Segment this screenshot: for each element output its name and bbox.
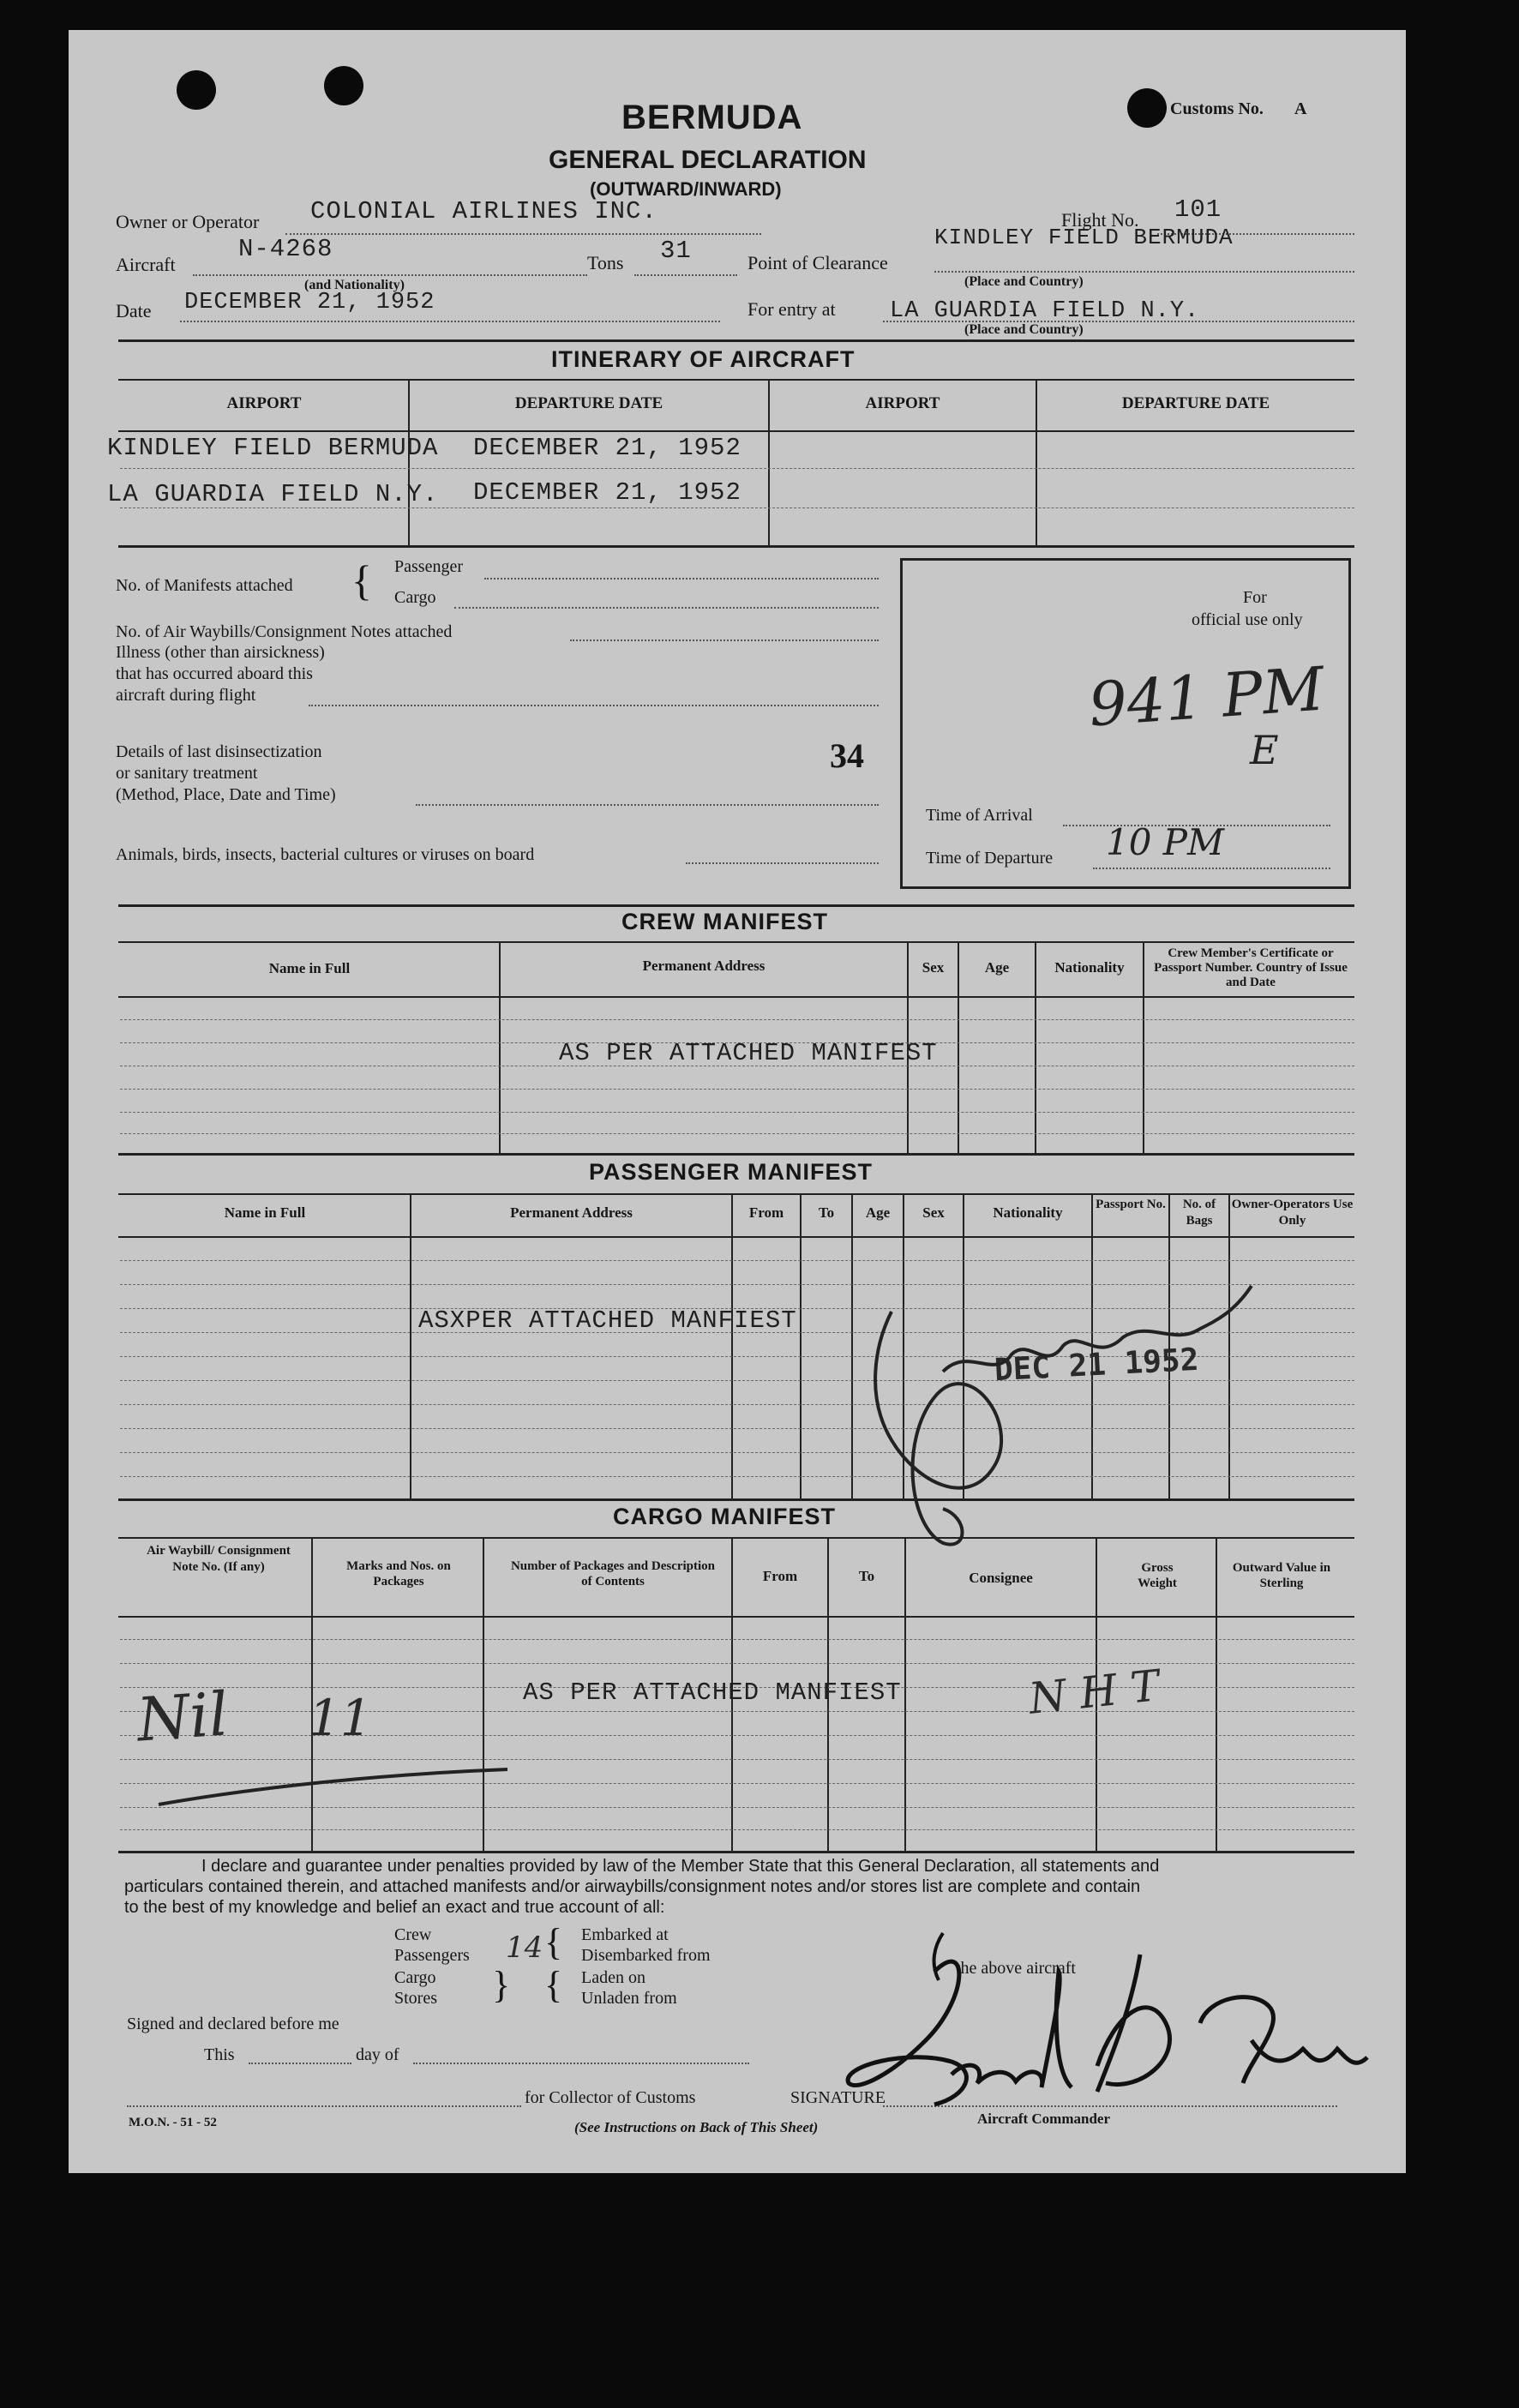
form-title: BERMUDA: [621, 99, 803, 136]
arrival-label: Time of Arrival: [926, 806, 1033, 825]
crew-entry: AS PER ATTACHED MANIFEST: [559, 1039, 938, 1067]
departure-line: [1093, 868, 1330, 869]
cargo-handwritten-nil: Nil: [135, 1678, 231, 1756]
footer-crew: Crew: [394, 1925, 432, 1944]
date-label: Date: [116, 300, 152, 321]
crew-row-line: [120, 1112, 1354, 1113]
punch-hole: [1127, 88, 1167, 128]
cargo-handwritten-consignee: N H T: [1026, 1660, 1162, 1724]
itinerary-bottom-border: [118, 545, 1354, 548]
official-label-2: official use only: [1192, 610, 1303, 629]
disinsect-line: [416, 804, 879, 806]
cargo-line: [454, 607, 879, 609]
footer-this: This: [204, 2045, 235, 2064]
aircraft-value: N-4268: [238, 235, 333, 263]
passenger-col-address: Permanent Address: [510, 1204, 633, 1221]
disinsect-value: 34: [830, 736, 864, 775]
passenger-col-to: To: [818, 1204, 835, 1221]
clearance-line: [934, 271, 1354, 273]
declaration-line-1: I declare and guarantee under penalties provided by law of the Member State that this General Declaration, all statements and: [201, 1857, 1160, 1876]
illness-line: [309, 705, 879, 706]
disinsect-line-3: (Method, Place, Date and Time): [116, 785, 336, 804]
illness-line-3: aircraft during flight: [116, 686, 256, 705]
crew-row-line: [120, 1133, 1354, 1134]
crew-col-sex: Sex: [922, 959, 945, 976]
passenger-col-sex: Sex: [922, 1204, 945, 1221]
owner-label: Owner or Operator: [116, 211, 260, 232]
declaration-line-2: particulars contained therein, and attached manifests and/or airwaybills/consignment notes and/or stores list are complete and contain: [124, 1877, 1141, 1896]
cargo-col-marks: Marks and Nos. on Packages: [346, 1559, 451, 1588]
itinerary-title: ITINERARY OF AIRCRAFT: [551, 346, 856, 372]
footer-cargo: Cargo: [394, 1968, 436, 1987]
footer-instructions: (See Instructions on Back of This Sheet): [574, 2119, 819, 2135]
footer-passengers-count: 14: [506, 1931, 543, 1965]
animals-label: Animals, birds, insects, bacterial cultures or viruses on board: [116, 845, 535, 864]
cargo-col-packages: Number of Packages and Description of Contents: [510, 1559, 716, 1588]
cargo-col-waybill: Air Waybill/ Consignment Note No. (If any): [147, 1544, 291, 1574]
itinerary-col-departure: DEPARTURE DATE: [514, 394, 663, 412]
flight-value: 101: [1174, 195, 1222, 224]
cargo-entry: AS PER ATTACHED MANFIEST: [523, 1678, 902, 1707]
cargo-col-consignee: Consignee: [969, 1570, 1033, 1586]
clearance-place-note: (Place and Country): [964, 274, 1084, 289]
footer-brace-right: }: [492, 1964, 511, 2006]
footer-brace-left-2: {: [544, 1964, 563, 2006]
crew-col-nationality: Nationality: [1054, 959, 1125, 976]
itinerary-col-departure-2: DEPARTURE DATE: [1121, 394, 1270, 412]
clearance-value: KINDLEY FIELD BERMUDA: [934, 225, 1234, 250]
manifests-label: No. of Manifests attached: [116, 576, 293, 595]
itinerary-col-border: [118, 430, 1354, 432]
footer-stores: Stores: [394, 1989, 437, 2008]
declaration-line-3: to the best of my knowledge and belief an exact and true account of all:: [124, 1898, 665, 1917]
aircraft-label: Aircraft: [116, 254, 176, 275]
cargo-col-value: Outward Value in Sterling: [1232, 1561, 1331, 1590]
cargo-bottom-border: [118, 1851, 1354, 1853]
cargo-label: Cargo: [394, 588, 436, 607]
passenger-col-owner: Owner-Operators Use Only: [1231, 1198, 1354, 1228]
tons-label: Tons: [587, 252, 624, 273]
passenger-col-bags: No. of Bags: [1182, 1198, 1216, 1228]
itinerary-row-1-date: DECEMBER 21, 1952: [473, 434, 741, 462]
nationality-note: (and Nationality): [304, 278, 405, 292]
footer-passengers: Passengers: [394, 1946, 470, 1965]
aircraft-line: [193, 274, 587, 276]
crew-header-border: [118, 941, 1354, 943]
footer-day-line: [413, 2063, 749, 2064]
date-line: [180, 321, 720, 322]
entry-place-note: (Place and Country): [964, 322, 1084, 337]
departure-label: Time of Departure: [926, 849, 1054, 868]
footer-embarked: Embarked at: [581, 1925, 669, 1944]
entry-line: [883, 321, 1354, 322]
footer-collector-line: [127, 2105, 521, 2107]
crew-bottom-border: [118, 1153, 1354, 1156]
itinerary-header-border: [118, 379, 1354, 381]
cargo-row-line: [120, 1639, 1354, 1640]
cargo-row-line: [120, 1711, 1354, 1712]
cargo-col-border: [118, 1616, 1354, 1618]
crew-top-border: [118, 904, 1354, 907]
cargo-strike-line: [154, 1757, 514, 1809]
itinerary-col-airport: AIRPORT: [226, 394, 302, 412]
itinerary-top-border: [118, 339, 1354, 342]
footer-form-no: M.O.N. - 51 - 52: [129, 2116, 217, 2129]
itinerary-col-airport-2: AIRPORT: [865, 394, 940, 412]
manifests-brace: {: [351, 556, 372, 604]
cargo-col-to: To: [858, 1568, 875, 1584]
footer-day-of: day of: [356, 2045, 399, 2064]
clearance-label: Point of Clearance: [747, 252, 888, 273]
footer-brace-left: {: [544, 1921, 563, 1963]
customs-date-stamp: DEC 21 1952: [994, 1342, 1200, 1389]
cargo-title: CARGO MANIFEST: [613, 1504, 836, 1529]
punch-hole: [177, 70, 216, 110]
crew-col-line: [1143, 941, 1144, 1153]
customs-no-value: A: [1294, 99, 1307, 118]
disinsect-line-1: Details of last disinsectization: [116, 742, 322, 761]
footer-disembarked: Disembarked from: [581, 1946, 711, 1965]
illness-line-2: that has occurred aboard this: [116, 664, 313, 683]
footer-collector: for Collector of Customs: [525, 2088, 696, 2107]
crew-col-border: [118, 996, 1354, 998]
flight-label: Flight No.: [1061, 209, 1139, 231]
date-value: DECEMBER 21, 1952: [184, 290, 435, 315]
illness-line-1: Illness (other than airsickness): [116, 643, 325, 662]
cargo-col-weight: Gross Weight: [1138, 1561, 1177, 1590]
waybills-line: [570, 640, 879, 641]
crew-row-line: [120, 1019, 1354, 1020]
passenger-title: PASSENGER MANIFEST: [589, 1159, 874, 1185]
passenger-col-nationality: Nationality: [993, 1204, 1063, 1221]
entry-value: LA GUARDIA FIELD N.Y.: [890, 298, 1200, 324]
cargo-handwritten-marks: 11: [309, 1689, 372, 1747]
cargo-col-from: From: [762, 1568, 798, 1584]
passenger-line: [484, 578, 879, 579]
passenger-col-age: Age: [865, 1204, 891, 1221]
crew-col-certificate: Crew Member's Certificate or Passport Number. Country of Issue and Date: [1154, 946, 1348, 989]
form-subtitle: GENERAL DECLARATION: [549, 146, 867, 174]
footer-this-line: [249, 2063, 351, 2064]
crew-title: CREW MANIFEST: [621, 909, 828, 934]
form-direction: (OUTWARD/INWARD): [590, 178, 782, 200]
footer-above-aircraft: the above aircraft: [956, 1959, 1076, 1978]
waybills-label: No. of Air Waybills/Consignment Notes attached: [116, 622, 453, 641]
cargo-row-line: [120, 1735, 1354, 1736]
footer-laden: Laden on: [581, 1968, 645, 1987]
itinerary-row-1-airport: KINDLEY FIELD BERMUDA: [107, 434, 439, 462]
cargo-col-line: [1216, 1537, 1217, 1851]
tons-value: 31: [660, 237, 692, 265]
passenger-col-name: Name in Full: [224, 1204, 306, 1221]
footer-signature-label: SIGNATURE: [790, 2088, 886, 2107]
passenger-col-passport: Passport No.: [1096, 1198, 1166, 1211]
customs-officer-signature: [840, 1252, 1286, 1560]
crew-col-age: Age: [984, 959, 1010, 976]
itinerary-row-2-airport: LA GUARDIA FIELD N.Y.: [107, 480, 439, 508]
owner-value: COLONIAL AIRLINES INC.: [310, 197, 657, 225]
punch-hole: [324, 66, 363, 105]
tons-line: [634, 274, 737, 276]
disinsect-line-2: or sanitary treatment: [116, 764, 258, 783]
footer-signed: Signed and declared before me: [127, 2015, 339, 2033]
passenger-entry: ASXPER ATTACHED MANFIEST: [418, 1306, 797, 1335]
departure-handwritten: 10 PM: [1106, 821, 1225, 863]
passenger-label: Passenger: [394, 557, 463, 576]
official-label-1: For: [1243, 588, 1267, 607]
footer-commander: Aircraft Commander: [977, 2111, 1111, 2127]
entry-label: For entry at: [747, 298, 836, 320]
crew-col-name: Name in Full: [268, 960, 351, 976]
footer-unladen: Unladen from: [581, 1989, 677, 2008]
customs-no-label: Customs No.: [1170, 99, 1264, 118]
animals-line: [686, 862, 879, 864]
itinerary-row-line: [120, 468, 1354, 469]
itinerary-row-2-date: DECEMBER 21, 1952: [473, 478, 741, 507]
cargo-row-line: [120, 1663, 1354, 1664]
owner-line: [285, 233, 761, 235]
crew-col-address: Permanent Address: [642, 958, 766, 974]
official-handwritten-mark: E: [1250, 727, 1279, 773]
aircraft-commander-signature: [840, 1920, 1372, 2126]
official-handwritten-time: 941 PM: [1086, 653, 1327, 741]
cargo-row-line: [120, 1829, 1354, 1830]
crew-row-line: [120, 1089, 1354, 1090]
passenger-col-from: From: [748, 1204, 784, 1221]
